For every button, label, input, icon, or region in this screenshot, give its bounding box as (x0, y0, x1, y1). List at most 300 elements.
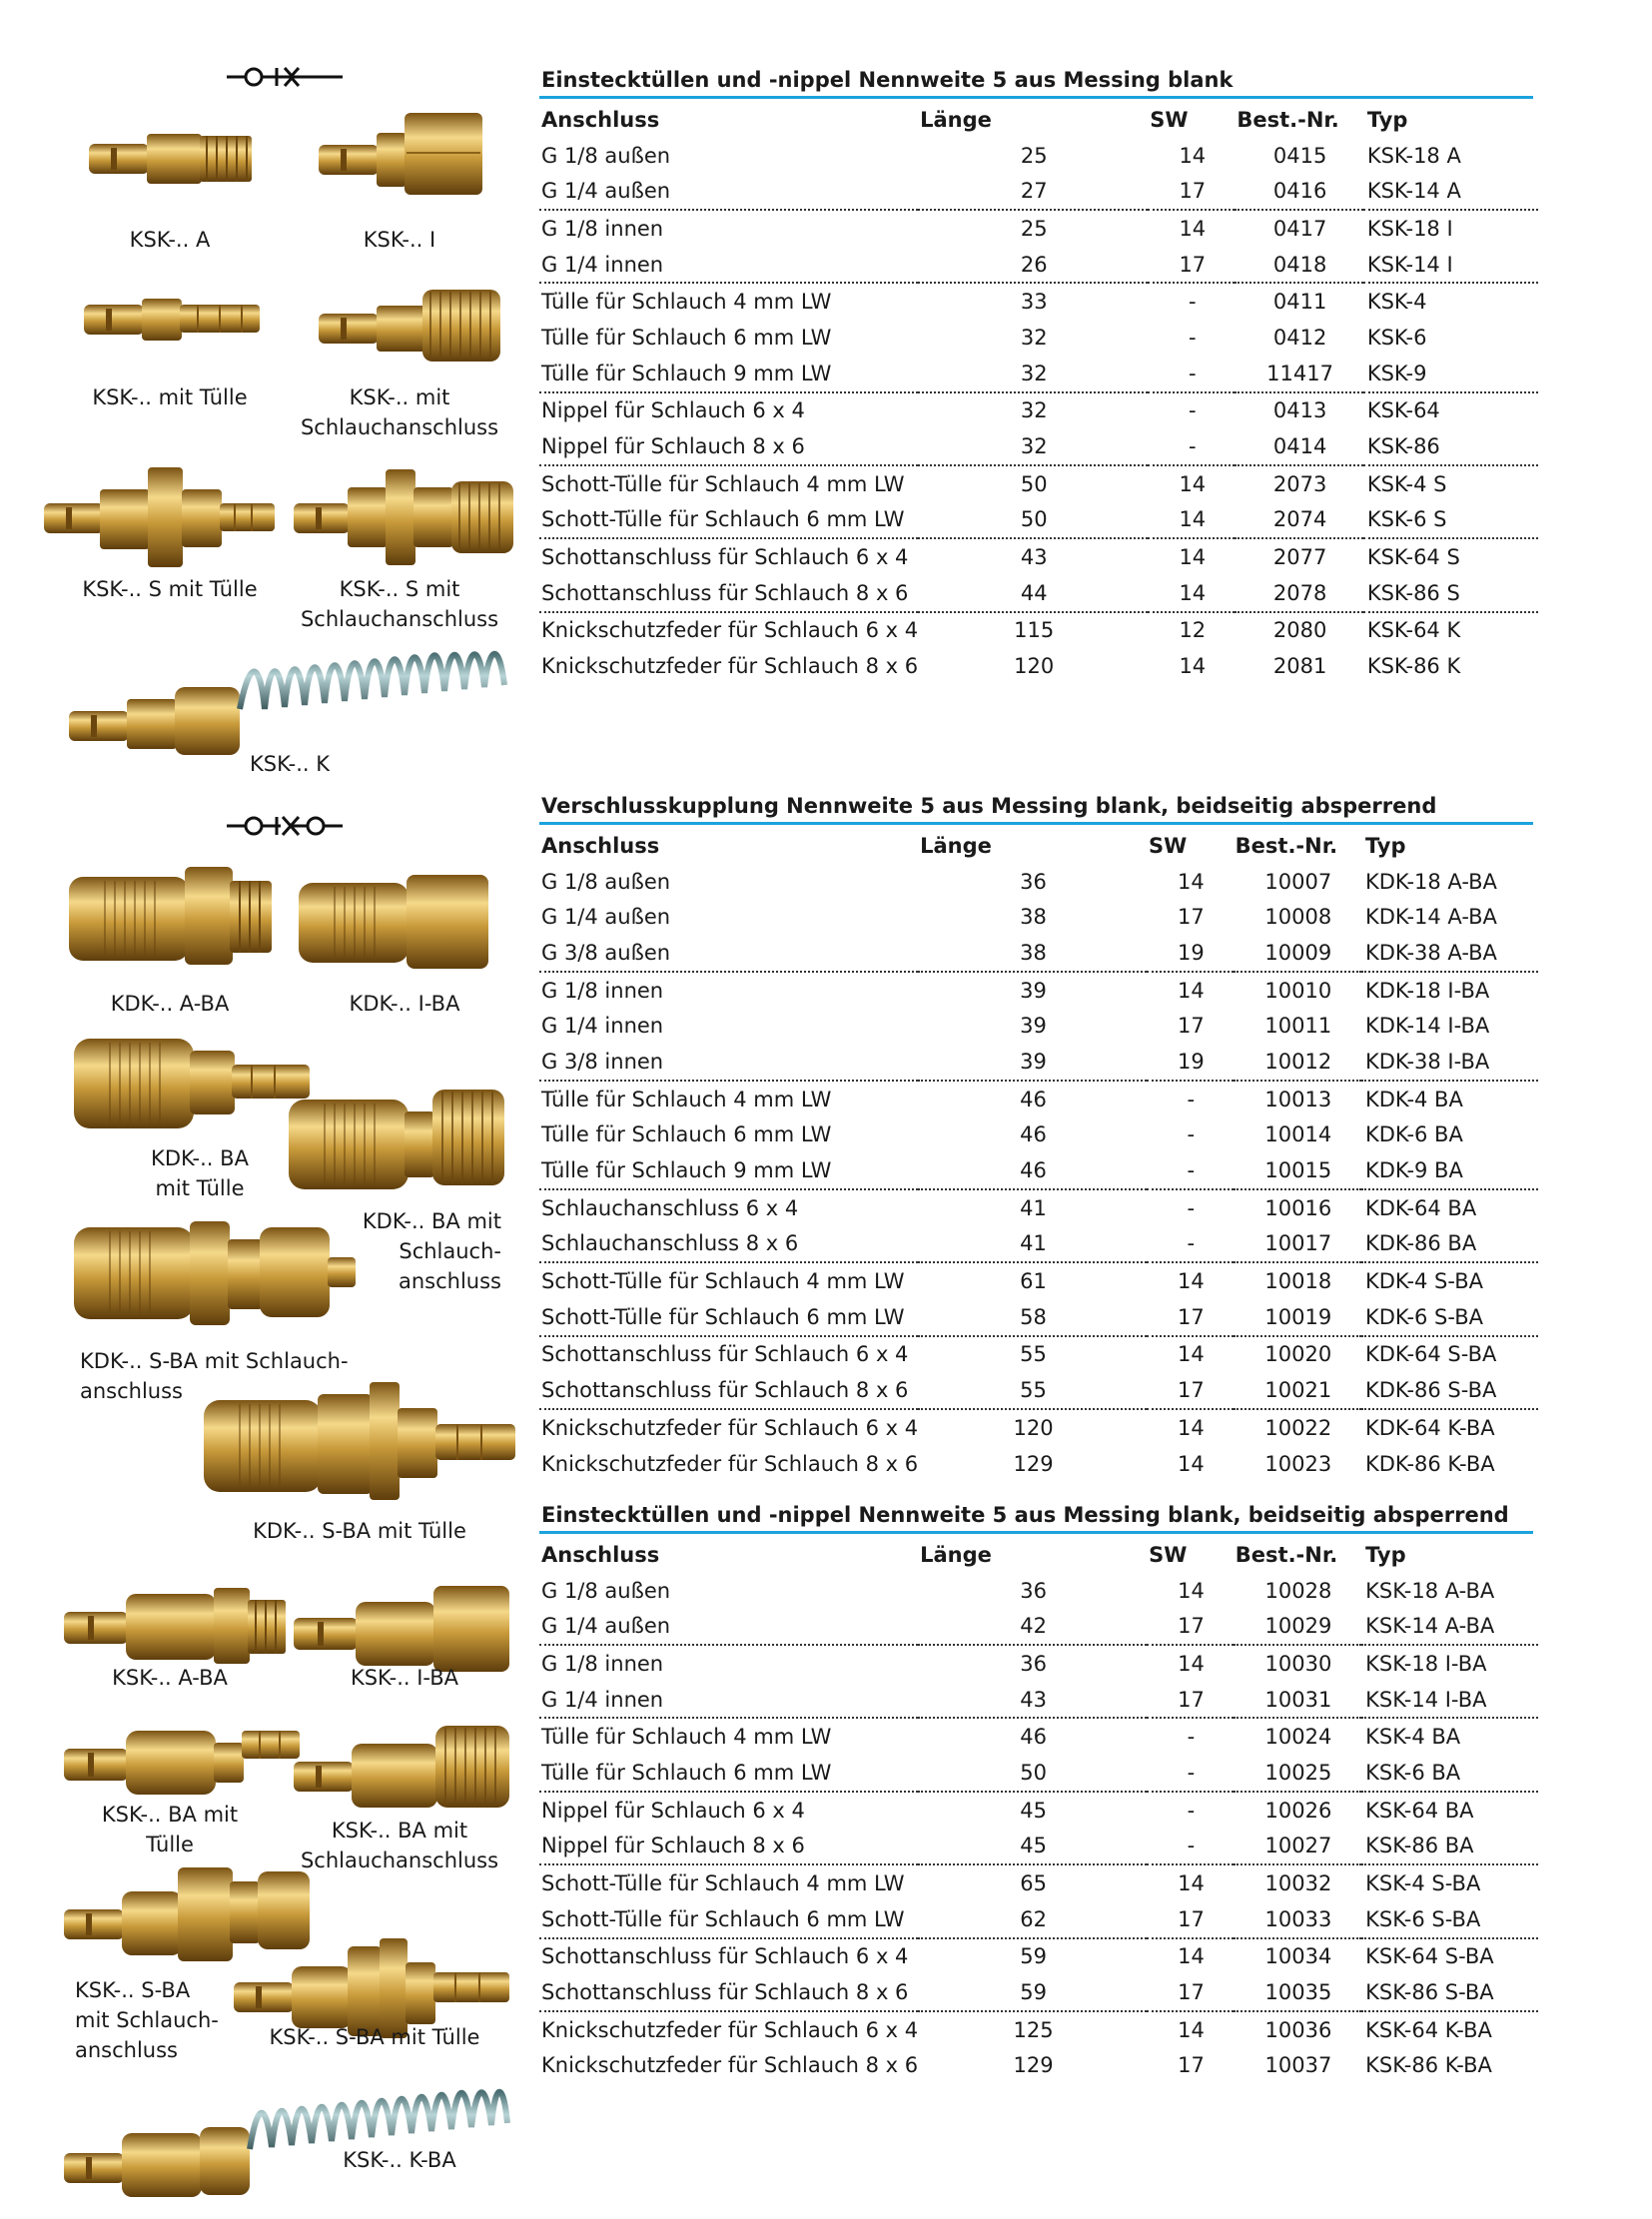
header-sw: SW (1150, 107, 1189, 132)
cell-bestnr: 2074 (1235, 502, 1362, 539)
header-anschluss: Anschluss (541, 833, 660, 858)
cell-typ: KSK-6 (1366, 325, 1427, 350)
cell-anschluss: G 1/4 außen (539, 173, 918, 210)
section-ksk-ba (539, 1501, 1538, 2083)
cell-laenge: 33 (1020, 290, 1048, 315)
cell-laenge: 46 (1020, 1725, 1047, 1750)
kdk-ba-tuelle-product-image (70, 1029, 315, 1138)
cell-sw: 17 (1178, 2053, 1205, 2078)
cell-anschluss: Knickschutzfeder für Schlauch 6 x 4 (541, 2017, 919, 2042)
cell-sw: 14 (1179, 471, 1207, 496)
caption-kdk-ba-line1: KDK-.. BA (151, 1146, 249, 1170)
cell-sw: 17 (1148, 247, 1235, 284)
table-row (539, 1974, 1538, 2011)
cell-sw: - (1147, 1755, 1234, 1792)
cell-typ: KDK-4 BA (1364, 1087, 1463, 1111)
cell-bestnr: 10009 (1234, 935, 1361, 972)
cell-anschluss: Schottanschluss für Schlauch 8 x 6 (539, 575, 918, 612)
cell-sw: 17 (1177, 1014, 1205, 1039)
cell-laenge: 120 (1014, 654, 1055, 679)
cell-bestnr: 2081 (1272, 654, 1327, 679)
cell-typ: KDK-64 K-BA (1364, 1415, 1495, 1440)
cell-sw: 14 (1177, 1451, 1205, 1476)
header-sw: SW (1149, 1542, 1188, 1567)
cell-typ: KSK-18 I (1366, 216, 1453, 241)
cell-sw: - (1148, 428, 1235, 465)
table-row (539, 1446, 1538, 1482)
ksk-k-product-image (65, 639, 514, 759)
table-body (539, 1573, 1538, 2084)
section-kdk-kupplung (539, 792, 1538, 1481)
section-rule (539, 96, 1533, 99)
cell-sw: 14 (1177, 1269, 1205, 1294)
cell-typ: KDK-38 A-BA (1361, 935, 1538, 972)
cell-laenge: 32 (1020, 325, 1048, 350)
cell-typ: KDK-6 S-BA (1361, 1299, 1538, 1336)
cell-typ: KSK-64 BA (1365, 1798, 1474, 1823)
cell-anschluss: Schottanschluss für Schlauch 8 x 6 (539, 1974, 918, 2011)
header-typ: Typ (1365, 1542, 1406, 1567)
ksk-s-schlauchanschluss-product-image (290, 459, 519, 569)
table-row (539, 1938, 1538, 1975)
ksk-a-product-image (85, 110, 260, 205)
table-row (539, 2011, 1538, 2048)
cell-anschluss: Schott-Tülle für Schlauch 6 mm LW (539, 502, 918, 539)
cell-typ: KSK-6 S-BA (1361, 1901, 1538, 1938)
caption-ksk-a-ba: KSK-.. A-BA (112, 1666, 228, 1690)
caption-ksk-a: KSK-.. A (129, 228, 211, 252)
cell-sw: 17 (1147, 1372, 1234, 1409)
cell-sw: 17 (1147, 1682, 1234, 1719)
cell-sw: 19 (1147, 1044, 1234, 1081)
cell-bestnr: 10008 (1264, 905, 1332, 930)
cell-anschluss: Tülle für Schlauch 9 mm LW (539, 1152, 918, 1189)
cell-anschluss: Schottanschluss für Schlauch 6 x 4 (541, 545, 909, 570)
kdk-s-ba-schlauchanschluss-product-image (70, 1213, 360, 1333)
section-rule (539, 1531, 1533, 1534)
cell-typ: KSK-4 S-BA (1365, 1871, 1481, 1896)
cell-laenge: 44 (918, 575, 1148, 612)
cell-typ: KSK-14 I (1363, 247, 1538, 284)
cell-typ: KSK-14 A-BA (1361, 1608, 1538, 1645)
cell-anschluss: G 1/8 außen (541, 1578, 671, 1603)
header-bestnr: Best.-Nr. (1237, 107, 1339, 132)
cell-typ: KSK-86 K-BA (1365, 2053, 1492, 2078)
caption-ksk-s-schlauch-line2: Schlauchanschluss (300, 607, 499, 631)
cell-bestnr: 10026 (1264, 1798, 1332, 1823)
cell-bestnr: 10031 (1234, 1682, 1361, 1719)
kdk-a-ba-product-image (65, 859, 275, 974)
cell-sw: 14 (1179, 654, 1207, 679)
cell-typ: KSK-18 A (1366, 143, 1461, 168)
cell-bestnr: 10020 (1264, 1342, 1332, 1367)
cell-anschluss: G 3/8 innen (539, 1044, 918, 1081)
cell-typ: KDK-86 K-BA (1364, 1451, 1495, 1476)
caption-kdk-s-ba-line2: anschluss (80, 1379, 184, 1403)
cell-laenge: 115 (1014, 618, 1055, 643)
cell-bestnr: 0417 (1272, 216, 1327, 241)
cell-bestnr: 10017 (1234, 1226, 1361, 1263)
cell-anschluss: Schott-Tülle für Schlauch 4 mm LW (541, 1871, 905, 1896)
cell-anschluss: Schott-Tülle für Schlauch 6 mm LW (539, 1901, 918, 1938)
cell-laenge: 38 (1020, 905, 1047, 930)
caption-kdk-i-ba: KDK-.. I-BA (349, 992, 460, 1016)
cell-sw: - (1187, 1195, 1196, 1220)
caption-kdk-a-ba: KDK-.. A-BA (110, 992, 230, 1016)
cell-laenge: 43 (1020, 545, 1048, 570)
cell-laenge: 62 (918, 1901, 1147, 1938)
cell-laenge: 25 (1020, 216, 1048, 241)
table-row (539, 1792, 1538, 1829)
cell-anschluss: G 1/4 innen (539, 247, 918, 284)
cell-sw: 17 (1148, 173, 1235, 210)
cell-bestnr: 10027 (1234, 1829, 1361, 1865)
ksk-ba-tuelle-product-image (60, 1713, 305, 1803)
cell-anschluss: Schottanschluss für Schlauch 6 x 4 (541, 1342, 909, 1367)
header-laenge: Länge (920, 107, 992, 132)
header-typ: Typ (1366, 107, 1408, 132)
cell-anschluss: Nippel für Schlauch 6 x 4 (541, 1798, 805, 1823)
cell-anschluss: Tülle für Schlauch 6 mm LW (541, 1122, 832, 1147)
ksk-tuelle-product-image (80, 285, 265, 355)
cell-bestnr: 10016 (1264, 1195, 1332, 1220)
cell-bestnr: 10028 (1264, 1578, 1332, 1603)
cell-laenge: 61 (1020, 1269, 1047, 1294)
cell-anschluss: Schott-Tülle für Schlauch 4 mm LW (541, 471, 905, 496)
cell-sw: 14 (1177, 869, 1205, 894)
table-row (539, 1008, 1538, 1044)
ksk-k-ba-product-image (60, 2077, 514, 2202)
cell-typ: KDK-18 I-BA (1364, 978, 1490, 1003)
cell-anschluss: G 1/8 außen (541, 869, 671, 894)
cell-typ: KSK-6 S (1363, 502, 1538, 539)
cell-laenge: 36 (1020, 1578, 1047, 1603)
table-row (539, 972, 1538, 1009)
section-title: Verschlusskupplung Nennweite 5 aus Messing blank, beidseitig absperrend (541, 794, 1437, 818)
cell-laenge: 26 (918, 247, 1148, 284)
table-row (539, 1299, 1538, 1336)
cell-bestnr: 0413 (1272, 398, 1327, 423)
cell-bestnr: 10030 (1264, 1651, 1332, 1676)
cell-bestnr: 0415 (1272, 143, 1327, 168)
table-row (539, 575, 1538, 612)
cell-bestnr: 11417 (1235, 356, 1362, 392)
table-row (539, 392, 1538, 429)
cell-anschluss: Tülle für Schlauch 4 mm LW (541, 1087, 832, 1111)
caption-ksk-s-schlauch-line1: KSK-.. S mit (339, 577, 460, 601)
product-table (539, 1537, 1538, 2083)
cell-laenge: 42 (918, 1608, 1147, 1645)
cell-laenge: 41 (918, 1226, 1147, 1263)
cell-laenge: 59 (918, 1974, 1147, 2011)
cell-sw: 14 (1178, 1944, 1205, 1969)
cell-sw: 14 (1178, 1578, 1205, 1603)
cell-anschluss: Nippel für Schlauch 8 x 6 (539, 428, 918, 465)
cell-anschluss: G 1/8 außen (541, 143, 671, 168)
caption-ksk-tuelle: KSK-.. mit Tülle (92, 385, 248, 409)
cell-sw: - (1187, 1798, 1196, 1823)
cell-typ: KSK-86 BA (1361, 1829, 1538, 1865)
cell-typ: KDK-64 S-BA (1364, 1342, 1497, 1367)
cell-anschluss: G 1/8 innen (541, 1651, 664, 1676)
cell-sw: 14 (1177, 978, 1205, 1003)
table-row (539, 210, 1538, 247)
table-row (539, 2048, 1538, 2084)
cell-bestnr: 10029 (1234, 1608, 1361, 1645)
product-table (539, 828, 1538, 1481)
cell-sw: - (1147, 1226, 1234, 1263)
caption-ksk-i-ba: KSK-.. I-BA (350, 1666, 459, 1690)
cell-bestnr: 10013 (1264, 1087, 1332, 1111)
table-body (539, 138, 1538, 684)
cell-anschluss: Knickschutzfeder für Schlauch 6 x 4 (541, 618, 919, 643)
cell-bestnr: 0412 (1272, 325, 1327, 350)
cell-laenge: 125 (1013, 2017, 1054, 2042)
cell-laenge: 32 (1020, 398, 1048, 423)
cell-bestnr: 10012 (1234, 1044, 1361, 1081)
header-anschluss: Anschluss (541, 1542, 660, 1567)
table-row (539, 1718, 1538, 1755)
cell-bestnr: 10019 (1234, 1299, 1361, 1336)
cell-sw: 17 (1147, 1901, 1234, 1938)
cell-sw: - (1187, 1725, 1196, 1750)
caption-ksk-i: KSK-.. I (363, 228, 436, 252)
cell-bestnr: 10015 (1234, 1152, 1361, 1189)
cell-laenge: 120 (1013, 1415, 1054, 1440)
caption-kdk-ba-line2: mit Tülle (155, 1176, 245, 1200)
cell-typ: KSK-86 S-BA (1361, 1974, 1538, 2011)
cell-anschluss: Schott-Tülle für Schlauch 6 mm LW (539, 1299, 918, 1336)
cell-sw: 14 (1177, 1342, 1205, 1367)
cell-anschluss: Schottanschluss für Schlauch 8 x 6 (539, 1372, 918, 1409)
cell-bestnr: 10022 (1264, 1415, 1332, 1440)
cell-sw: - (1147, 1152, 1234, 1189)
coupling-connection-symbol-icon (225, 811, 345, 841)
section-rule (539, 822, 1533, 825)
cell-bestnr: 10037 (1264, 2053, 1332, 2078)
caption-ksk-k: KSK-.. K (249, 752, 331, 776)
cell-typ: KDK-14 I-BA (1364, 1014, 1490, 1039)
cell-sw: 14 (1179, 216, 1207, 241)
cell-laenge: 46 (1020, 1122, 1047, 1147)
table-row (539, 1044, 1538, 1081)
cell-typ: KSK-86 S (1363, 575, 1538, 612)
cell-laenge: 39 (918, 1044, 1147, 1081)
cell-typ: KSK-4 BA (1365, 1725, 1461, 1750)
cell-sw: 17 (1147, 1608, 1234, 1645)
table-row (539, 320, 1538, 356)
cell-anschluss: G 3/8 außen (539, 935, 918, 972)
caption-ksk-schlauch-line2: Schlauchanschluss (300, 415, 499, 439)
cell-typ: KSK-86 (1363, 428, 1538, 465)
cell-typ: KDK-14 A-BA (1364, 905, 1497, 930)
cell-typ: KSK-14 I-BA (1361, 1682, 1538, 1719)
cell-sw: - (1148, 356, 1235, 392)
cell-laenge: 43 (918, 1682, 1147, 1719)
cell-typ: KDK-18 A-BA (1364, 869, 1497, 894)
cell-bestnr: 10035 (1234, 1974, 1361, 2011)
cell-sw: 12 (1179, 618, 1207, 643)
table-row (539, 899, 1538, 935)
caption-ksk-ba-tuelle-line1: KSK-.. BA mit (101, 1803, 239, 1827)
cell-laenge: 50 (918, 502, 1148, 539)
section-ksk-nippel (539, 66, 1538, 684)
cell-typ: KDK-86 S-BA (1361, 1372, 1538, 1409)
cell-anschluss: Tülle für Schlauch 4 mm LW (541, 290, 832, 315)
table-row (539, 428, 1538, 465)
cell-bestnr: 2077 (1272, 545, 1327, 570)
cell-sw: - (1189, 290, 1197, 315)
table-header-row (539, 1537, 1538, 1573)
table-row (539, 1409, 1538, 1446)
table-row (539, 935, 1538, 972)
table-row (539, 356, 1538, 392)
header-bestnr: Best.-Nr. (1235, 833, 1338, 858)
cell-laenge: 58 (918, 1299, 1147, 1336)
cell-laenge: 46 (918, 1152, 1147, 1189)
cell-laenge: 36 (1020, 1651, 1047, 1676)
cell-anschluss: G 1/8 innen (541, 978, 664, 1003)
header-anschluss: Anschluss (541, 107, 660, 132)
cell-typ: KSK-64 S (1366, 545, 1460, 570)
table-row (539, 1682, 1538, 1719)
cell-laenge: 129 (1013, 1451, 1054, 1476)
cell-bestnr: 10021 (1234, 1372, 1361, 1409)
table-row (539, 247, 1538, 284)
cell-anschluss: G 1/8 innen (541, 216, 664, 241)
cell-sw: 14 (1148, 502, 1235, 539)
table-row (539, 1829, 1538, 1865)
table-row (539, 283, 1538, 320)
cell-sw: - (1187, 1087, 1196, 1111)
cell-bestnr: 10014 (1264, 1122, 1332, 1147)
cell-anschluss: Schott-Tülle für Schlauch 4 mm LW (541, 1269, 905, 1294)
cell-anschluss: Tülle für Schlauch 4 mm LW (541, 1725, 832, 1750)
cell-laenge: 36 (1020, 869, 1047, 894)
table-row (539, 502, 1538, 539)
cell-laenge: 32 (918, 356, 1148, 392)
cell-bestnr: 0411 (1272, 290, 1327, 315)
cell-laenge: 39 (1020, 1014, 1047, 1039)
cell-typ: KDK-4 S-BA (1364, 1269, 1483, 1294)
table-row (539, 1755, 1538, 1792)
caption-ksk-s-ba-tuelle: KSK-.. S-BA mit Tülle (269, 2025, 480, 2049)
table-row (539, 1189, 1538, 1226)
ksk-schlauchanschluss-product-image (315, 270, 504, 374)
cell-typ: KSK-4 S (1366, 471, 1447, 496)
table-row (539, 465, 1538, 502)
cell-laenge: 65 (1020, 1871, 1047, 1896)
cell-sw: 17 (1177, 905, 1205, 930)
cell-laenge: 129 (1013, 2053, 1054, 2078)
cell-typ: KSK-18 I-BA (1365, 1651, 1487, 1676)
table-row (539, 1152, 1538, 1189)
table-row (539, 1864, 1538, 1901)
table-row (539, 1117, 1538, 1153)
caption-ksk-ba-tuelle-line2: Tülle (146, 1833, 194, 1856)
cell-anschluss: G 1/4 außen (541, 905, 671, 930)
cell-typ: KDK-86 BA (1361, 1226, 1538, 1263)
cell-anschluss: Nippel für Schlauch 8 x 6 (539, 1829, 918, 1865)
ksk-ba-schlauchanschluss-product-image (290, 1718, 514, 1818)
cell-bestnr: 10010 (1264, 978, 1332, 1003)
section-title: Einstecktüllen und -nippel Nennweite 5 aus Messing blank, beidseitig absperrend (541, 1503, 1509, 1527)
cell-bestnr: 2073 (1272, 471, 1327, 496)
header-sw: SW (1148, 833, 1188, 858)
cell-anschluss: Knickschutzfeder für Schlauch 8 x 6 (541, 654, 919, 679)
table-row (539, 648, 1538, 684)
caption-kdk-s-ba-tuelle: KDK-.. S-BA mit Tülle (253, 1519, 466, 1543)
table-row (539, 1573, 1538, 1609)
cell-typ: KSK-9 (1363, 356, 1538, 392)
table-row (539, 1081, 1538, 1117)
cell-laenge: 55 (1020, 1342, 1047, 1367)
cell-laenge: 50 (1020, 471, 1048, 496)
cell-anschluss: Tülle für Schlauch 9 mm LW (539, 356, 918, 392)
caption-ksk-k-ba: KSK-.. K-BA (343, 2148, 456, 2172)
table-row (539, 612, 1538, 649)
caption-ksk-s-ba-line2: mit Schlauch- (75, 2008, 219, 2032)
caption-ksk-s-tuelle: KSK-.. S mit Tülle (82, 577, 258, 601)
cell-anschluss: Schlauchanschluss 8 x 6 (539, 1226, 918, 1263)
table-body (539, 864, 1538, 1482)
cell-laenge: 59 (1020, 1944, 1047, 1969)
cell-typ: KSK-6 BA (1361, 1755, 1538, 1792)
cell-bestnr: 10034 (1264, 1944, 1332, 1969)
cell-sw: 17 (1147, 1299, 1234, 1336)
nipple-connection-symbol-icon (225, 62, 345, 92)
caption-ksk-schlauch-line1: KSK-.. mit (349, 385, 450, 409)
cell-sw: - (1147, 1829, 1234, 1865)
cell-sw: 14 (1177, 1415, 1205, 1440)
cell-bestnr: 10018 (1264, 1269, 1332, 1294)
table-row (539, 1226, 1538, 1263)
table-row (539, 1645, 1538, 1682)
section-title: Einstecktüllen und -nippel Nennweite 5 aus Messing blank (541, 68, 1234, 92)
caption-ksk-ba-schlauch-line2: Schlauchanschluss (300, 1849, 499, 1872)
kdk-ba-schlauchanschluss-product-image (285, 1084, 509, 1198)
table-row (539, 1901, 1538, 1938)
cell-bestnr: 10007 (1264, 869, 1332, 894)
table-row (539, 1262, 1538, 1299)
product-table (539, 102, 1538, 684)
table-header-row (539, 102, 1538, 138)
caption-ksk-s-ba-line1: KSK-.. S-BA (75, 1978, 191, 2002)
ksk-i-product-image (315, 105, 489, 200)
kdk-i-ba-product-image (295, 869, 494, 974)
cell-typ: KSK-64 K (1366, 618, 1461, 643)
cell-anschluss: Tülle für Schlauch 6 mm LW (539, 1755, 918, 1792)
cell-typ: KDK-6 BA (1364, 1122, 1463, 1147)
cell-sw: 17 (1147, 1974, 1234, 2011)
caption-kdk-s-ba-line1: KDK-.. S-BA mit Schlauch- (80, 1349, 349, 1373)
cell-typ: KSK-86 K (1366, 654, 1461, 679)
cell-bestnr: 10032 (1264, 1871, 1332, 1896)
table-row (539, 173, 1538, 210)
cell-bestnr: 0418 (1235, 247, 1362, 284)
cell-laenge: 38 (918, 935, 1147, 972)
cell-anschluss: Knickschutzfeder für Schlauch 8 x 6 (541, 1451, 919, 1476)
cell-anschluss: Knickschutzfeder für Schlauch 6 x 4 (541, 1415, 919, 1440)
cell-sw: - (1187, 1122, 1196, 1147)
cell-laenge: 55 (918, 1372, 1147, 1409)
cell-bestnr: 10011 (1264, 1014, 1332, 1039)
caption-kdk-ba-mit-line2: Schlauch- (399, 1239, 501, 1263)
header-typ: Typ (1364, 833, 1406, 858)
cell-laenge: 25 (1020, 143, 1048, 168)
cell-sw: 14 (1179, 545, 1207, 570)
cell-typ: KSK-64 K-BA (1365, 2017, 1492, 2042)
